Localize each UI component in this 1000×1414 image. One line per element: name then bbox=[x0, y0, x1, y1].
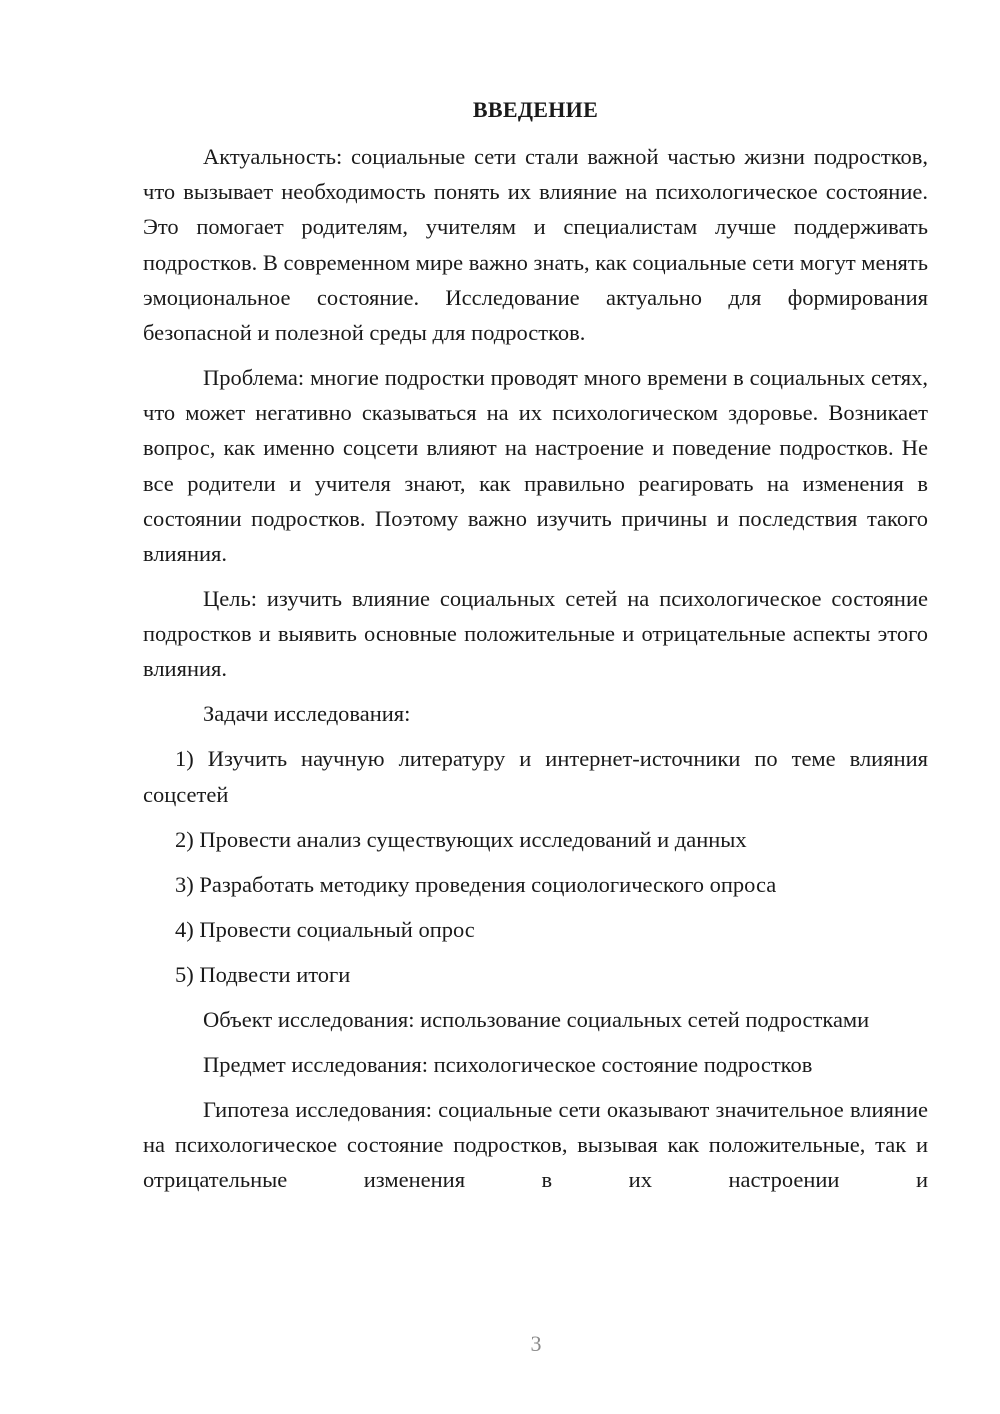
subject-paragraph: Предмет исследования: психологическое состояние подростков bbox=[203, 1051, 813, 1077]
task-item-3: 3) Разработать методику проведения социологического опроса bbox=[175, 871, 777, 897]
task-item-2: 2) Провести анализ существующих исследований и данных bbox=[175, 826, 747, 852]
task-item-5: 5) Подвести итоги bbox=[175, 961, 351, 987]
hypothesis-paragraph: Гипотеза исследования: социальные сети оказывают значительное влияние на психологическое состояние подростков, вызывая как положительные, так и отрицательные изменения в их настроении и bbox=[143, 1096, 928, 1193]
object-paragraph: Объект исследования: использование социальных сетей подростками bbox=[203, 1006, 870, 1032]
problem-paragraph: Проблема: многие подростки проводят много времени в социальных сетях, что может негативно сказываться на их психологическом здоровье. Возникает вопрос, как именно соцсети влияют на настроение и поведение подростков. Не все родители и учителя знают, как правильно реагировать на изменения в состоянии подростков. Поэтому важно изучить причины и последствия такого влияния. bbox=[143, 365, 928, 567]
relevance-paragraph: Актуальность: социальные сети стали важной частью жизни подростков, что вызывает необходимость понять их влияние на психологическое состояние. Это помогает родителям, учителям и специалистам лучше поддерживать подростков. В современном мире важно знать, как социальные сети могут менять эмоциональное состояние. Исследование актуально для формирования безопасной и полезной среды для подростков. bbox=[143, 144, 928, 346]
section-title: ВВЕДЕНИЕ bbox=[472, 97, 599, 122]
page-number: 3 bbox=[530, 1331, 542, 1356]
tasks-heading: Задачи исследования: bbox=[203, 701, 411, 727]
goal-paragraph: Цель: изучить влияние социальных сетей на психологическое состояние подростков и выявить основные положительные и отрицательные аспекты этого влияния. bbox=[143, 586, 928, 682]
task-item-1: 1) Изучить научную литературу и интернет-источники по теме влияния соцсетей bbox=[143, 746, 928, 807]
task-item-4: 4) Провести социальный опрос bbox=[175, 916, 475, 942]
document-page bbox=[143, 92, 928, 1207]
